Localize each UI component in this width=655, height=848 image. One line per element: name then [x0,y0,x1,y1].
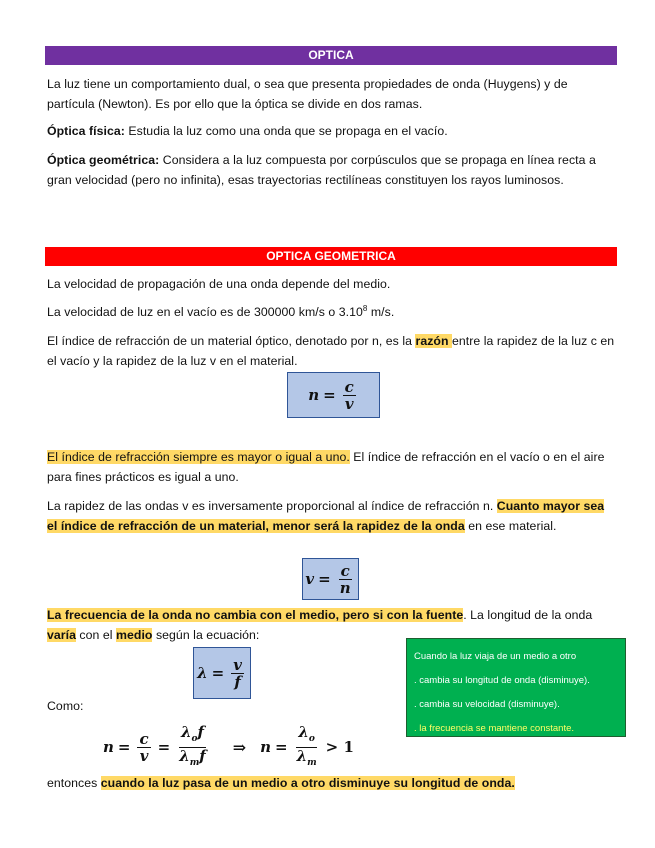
fraction-numerator [296,724,317,748]
indice-refraccion-paragraph [47,332,617,371]
highlight-frecuencia: La frecuencia de la onda no cambia con el medio, pero si con la fuente [47,608,464,622]
fraction-denominator: f [234,672,241,691]
formula-var: n [260,738,272,756]
velocidad-vacio-paragraph [47,303,617,323]
formula-var: n [103,738,114,756]
formula-equals: = [117,738,131,756]
subscript: m [307,757,317,768]
note-line: . cambia su longitud de onda (disminuye). [414,675,590,686]
fraction-numerator [179,724,206,748]
highlight-conclusion: cuando la luz pasa de un medio a otro disminuye su longitud de onda. [100,776,515,790]
formula-equals: = [323,386,336,404]
formula-fraction [338,563,353,596]
formula-equals: = [157,738,171,756]
note-line-highlight: . la frecuencia se mantiene constante. [414,723,575,734]
formula-var: n [308,386,320,404]
fraction-numerator: c [344,377,354,396]
conclusion-paragraph [47,774,617,794]
banner-optica-geometrica: OPTICA GEOMETRICA [45,247,617,266]
highlight-razon: razón [415,334,452,348]
lambda-symbol: λ [298,722,309,741]
formula-equals: = [318,570,331,588]
indice-text-post: entre la rapidez de la luz c en el vacío y la rapidez de la luz v en el material. [47,334,615,368]
fraction-denominator [295,748,319,771]
formula-fraction [231,657,244,690]
formula-v-c-n [302,558,359,600]
highlight-medio: medio [116,627,153,642]
highlight-mayor-igual-uno: El índice de refracción siempre es mayor o igual a uno. [47,450,350,464]
highlight-varia: varía [47,627,76,642]
note-line: Cuando la luz viaja de un medio a otro [414,651,577,662]
greater-than-one: > 1 [325,738,354,756]
formula-lambda-v-f [193,647,251,699]
indice-text-pre: El índice de refracción de un material óptico, denotado por n, es la [47,334,416,348]
formula-var: f [199,746,206,765]
subscript: o [191,733,198,744]
formula-n-lambda-chain [103,722,354,772]
fraction-numerator: c [139,729,149,748]
fraction-denominator: v [139,746,149,765]
banner-optica: OPTICA [45,46,617,65]
fraction-numerator: c [340,561,350,580]
lambda-symbol: λ [180,722,192,741]
formula-equals: = [275,738,288,756]
fraction-denominator [177,748,208,771]
subscript: o [308,733,315,744]
optica-fisica-text: Estudia la luz como una onda que se propaga en el vacío. [124,124,448,138]
note-line: . cambia su velocidad (disminuye). [414,699,560,710]
rapidez-inversa-post: en ese material. [464,518,557,533]
exponent: 8 [362,303,368,313]
formula-fraction [343,379,356,412]
fraction-denominator: n [339,578,351,597]
como-label: Como: [47,699,84,713]
intro-paragraph: La luz tiene un comportamiento dual, o sea que presenta propiedades de onda (Huygens) y de partícula (Newton). Es por ello que la óptica se divide en dos ramas. [47,77,568,111]
subscript: m [189,757,200,768]
formula-fraction [295,724,319,771]
optica-geometrica-paragraph [47,151,617,190]
fraction-numerator: v [233,655,242,674]
conclusion-text: entonces [47,776,101,790]
formula-fraction [137,731,150,764]
formula-var: v [305,570,315,588]
optica-geometrica-label: Óptica geométrica: [47,153,160,167]
formula-var: λ [197,664,208,682]
lambda-symbol: λ [296,746,308,765]
rapidez-inversa-text: La rapidez de las ondas v es inversamente proporcional al índice de refracción n. [47,499,497,513]
velocidad-vacio-text: La velocidad de luz en el vacío es de 300000 km/s o 3.10 [47,305,363,319]
formula-n-c-v [287,372,380,418]
lambda-symbol: λ [179,746,190,765]
frecuencia-text-post: según la ecuación: [152,627,260,642]
optica-geometrica-text: Considera a la luz compuesta por corpúsculos que se propaga en línea recta a gran velocidad (pero no infinita), esas trayectorias rectilíneas constituyen los rayos luminosos. [47,153,596,187]
optica-fisica-paragraph [47,122,617,142]
formula-equals: = [211,664,225,682]
velocidad-medio-paragraph: La velocidad de propagación de una onda depende del medio. [47,277,391,291]
highlight-cuanto-mayor: Cuanto mayor sea el índice de refracción de un material, menor será la rapidez de la onda [47,499,605,533]
formula-var: f [197,722,204,741]
frecuencia-text-mid: . La longitud de la onda [463,608,593,622]
implies-arrow-icon: ⇒ [232,737,247,757]
optica-fisica-label: Óptica física: [47,124,125,138]
rapidez-inversa-paragraph [47,497,617,536]
note-box [406,638,626,737]
frecuencia-text-mid2: con el [75,627,117,642]
fraction-denominator: v [344,394,354,413]
mayor-igual-uno-paragraph [47,448,617,487]
vacio-igual-uno-text: El índice de refracción en el vacío o en el aire para fines prácticos es igual a uno. [47,450,605,484]
velocidad-vacio-unit: m/s. [367,305,395,319]
formula-fraction [177,724,208,771]
